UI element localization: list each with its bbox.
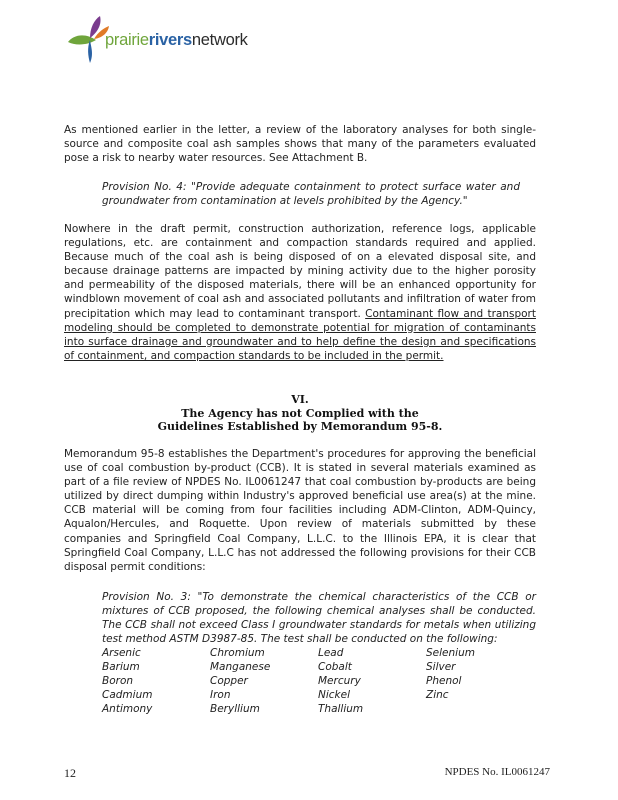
chemical-item: Beryllium	[210, 703, 260, 716]
chemical-item: Mercury	[318, 675, 361, 688]
logo-word-network: network	[191, 31, 248, 49]
chemical-item: Boron	[102, 675, 134, 688]
containment-paragraph-block	[64, 222, 536, 363]
chemical-item: Zinc	[426, 689, 449, 702]
page-number: 12	[64, 766, 76, 780]
memorandum-paragraph-block	[64, 447, 536, 574]
chemical-item: Copper	[210, 675, 248, 688]
containment-paragraph	[64, 222, 536, 363]
chemical-item: Lead	[318, 647, 344, 659]
provision-4-quote: Provision No. 4: "Provide adequate containment to protect surface water and groundwater from contamination at levels prohibited by the Agency."	[102, 181, 520, 208]
provision-3-quote: Provision No. 3: "To demonstrate the chemical characteristics of the CCB or mixtures of CCB proposed, the following chemical analyses shall be conducted. The CCB shall not exceed Class I groundwater standards for metals when utilizing test method ASTM D3987-85. The test shall be conducted on the following:	[102, 591, 536, 646]
logo-word-prairie: prairie	[105, 31, 149, 49]
chemical-item: Thallium	[318, 703, 364, 716]
chemical-item: Barium	[102, 661, 140, 674]
section-heading	[64, 393, 536, 434]
chemical-item: Cobalt	[318, 661, 352, 674]
chemical-analytes-list	[102, 646, 534, 716]
provision-4-block	[102, 180, 520, 208]
hand-leaf-logo-icon	[66, 14, 110, 64]
section-title: The Agency has not Complied with the Guidelines Established by Memorandum 95-8.	[157, 406, 443, 433]
intro-paragraph-block	[64, 123, 536, 165]
chemical-item: Selenium	[426, 647, 475, 659]
memorandum-paragraph: Memorandum 95-8 establishes the Department's procedures for approving the beneficial use of coal combustion by-product (CCB). It is stated in several materials examined as part of a file review of NPDES No. IL0061247 that coal combustion by-products are being utilized by direct dumping within Industry's approved beneficial use area(s) at the mine. CCB material will be coming from four facilities including ADM-Clinton, ADM-Quincy, Aqualon/Hercules, and Roquette. Upon review of materials submitted by these companies and Springfield Coal Company, L.L.C. to the Illinois EPA, it is clear that Springfield Coal Company, L.L.C has not addressed the following provisions for their CCB disposal permit conditions:	[64, 448, 536, 573]
chemical-item: Chromium	[210, 647, 265, 659]
chemical-item: Nickel	[318, 689, 351, 702]
prairie-rivers-logo	[66, 14, 326, 64]
chemical-item: Phenol	[426, 675, 462, 688]
logo-stem-blue	[88, 40, 92, 63]
chemical-item: Arsenic	[102, 647, 141, 659]
containment-text: Nowhere in the draft permit, construction authorization, reference logs, applicable regulations, etc. are containment and compaction standards required and applied. Because much of the coal ash is being disposed of on a elevated disposal site, and because drainage patterns are impacted by mining activity due to the higher porosity and permeability of the disposed materials, there will be an enhanced opportunity for windblown movement of coal ash and associated pollutants and infiltration of water from precipitation which may lead to contaminant transport.	[64, 223, 536, 320]
intro-paragraph: As mentioned earlier in the letter, a review of the laboratory analyses for both single-source and composite coal ash samples shows that many of the parameters evaluated pose a risk to nearby water resources. See Attachment B.	[64, 124, 536, 165]
chemical-item: Iron	[210, 689, 231, 702]
chemical-item: Antimony	[102, 703, 153, 716]
permit-number-footer: NPDES No. IL0061247	[444, 766, 550, 778]
logo-word-rivers: rivers	[148, 31, 192, 49]
chemical-item: Manganese	[210, 661, 271, 674]
logo-wordmark	[105, 31, 248, 50]
containment-underlined-text: Contaminant flow and transport modeling should be completed to demonstrate potential for migration of contaminants into surface drainage and groundwater and to help define the design and specifications of containment, and compaction standards to be included in the permit.	[64, 307, 536, 362]
section-number: VI.	[291, 393, 309, 406]
chemical-item: Silver	[426, 661, 456, 674]
logo-leaf-green	[68, 35, 96, 44]
chemical-item: Cadmium	[102, 689, 153, 702]
provision-3-block	[102, 590, 536, 646]
